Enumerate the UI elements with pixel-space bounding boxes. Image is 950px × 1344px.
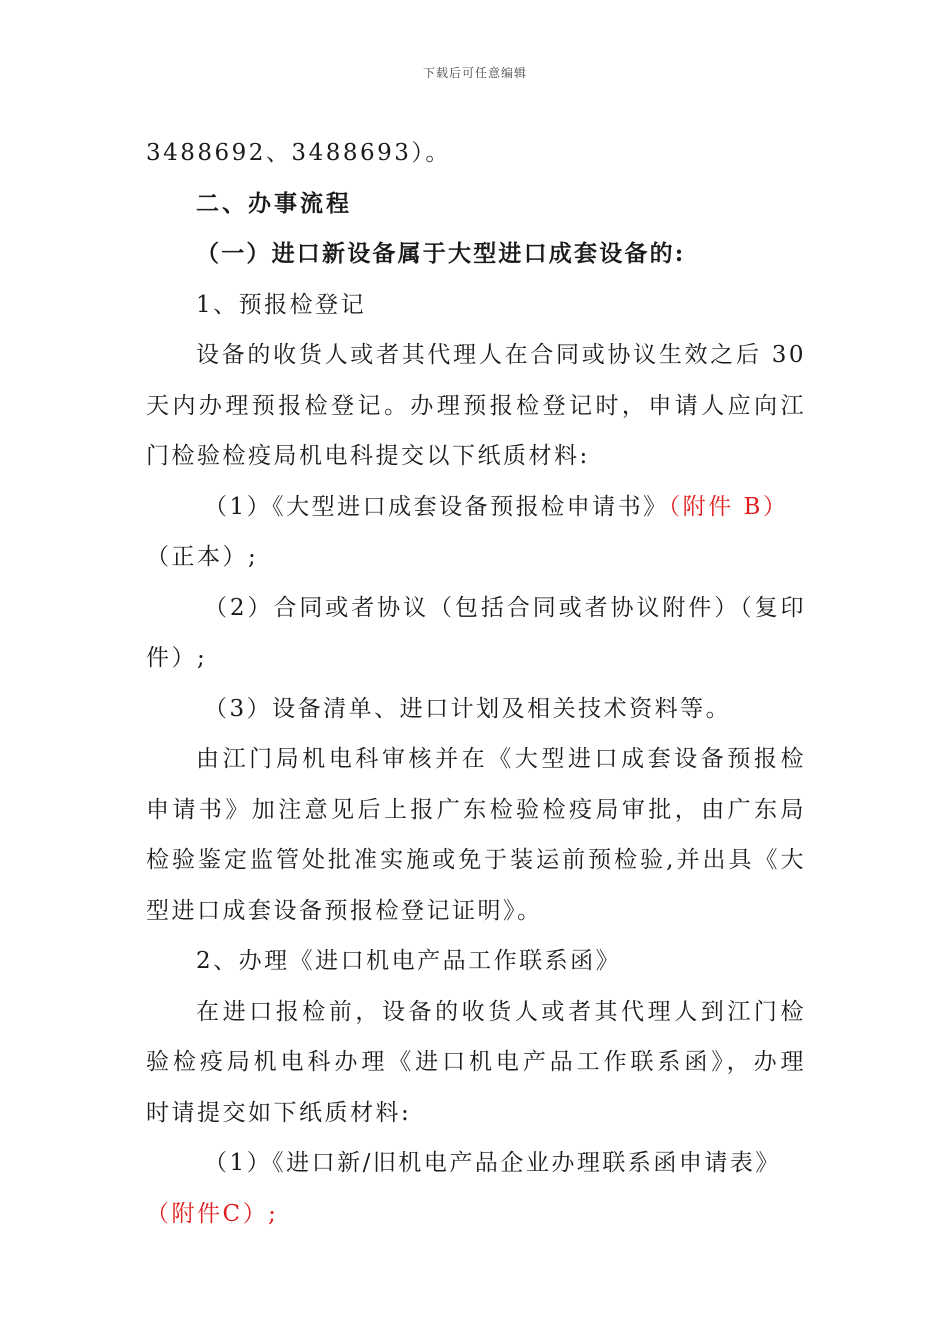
paragraph-line: 检验鉴定监管处批准实施或免于装运前预检验,并出具《大 [146, 847, 806, 873]
attachment-reference: （附件C）; [146, 1200, 279, 1227]
list-item: （1）《进口新/旧机电产品企业办理联系函申请表》 [204, 1150, 781, 1176]
list-item-continuation: （正本）; [146, 544, 259, 570]
paragraph-line: 申请书》加注意见后上报广东检验检疫局审批，由广东局 [146, 796, 806, 823]
paragraph-line: 设备的收货人或者其代理人在合同或协议生效之后 30 [196, 342, 806, 368]
list-item-continuation: 件）; [146, 645, 208, 671]
paragraph-line: 时请提交如下纸质材料: [146, 1099, 412, 1126]
list-item: （3）设备清单、进口计划及相关技术资料等。 [204, 695, 732, 722]
page-header: 下载后可任意编辑 [422, 66, 527, 80]
paragraph-line: 3488692、3488693）。 [146, 140, 451, 166]
paragraph-line: 型进口成套设备预报检登记证明》。 [146, 897, 543, 924]
document-body [146, 128, 806, 1239]
paragraph-line: 由江门局机电科审核并在《大型进口成套设备预报检 [196, 746, 806, 772]
step-heading: 2、办理《进口机电产品工作联系函》 [196, 948, 622, 974]
list-item-text: （1）《大型进口成套设备预报检申请书》 [204, 493, 669, 520]
section-heading: 二、办事流程 [196, 189, 352, 217]
list-item [146, 482, 806, 533]
paragraph-line: 门检验检疫局机电科提交以下纸质材料: [146, 443, 590, 469]
step-heading: 1、预报检登记 [196, 291, 367, 318]
subsection-heading: （一）进口新设备属于大型进口成套设备的: [196, 240, 686, 267]
attachment-reference: （附件 B） [668, 493, 789, 520]
paragraph-line: 天内办理预报检登记。办理预报检登记时，申请人应向江 [146, 392, 806, 419]
list-item: （2）合同或者协议（包括合同或者协议附件）（复印 [204, 594, 806, 621]
paragraph-line: 验检疫局机电科办理《进口机电产品工作联系函》，办理 [146, 1049, 806, 1075]
paragraph-line: 在进口报检前，设备的收货人或者其代理人到江门检 [196, 998, 806, 1025]
